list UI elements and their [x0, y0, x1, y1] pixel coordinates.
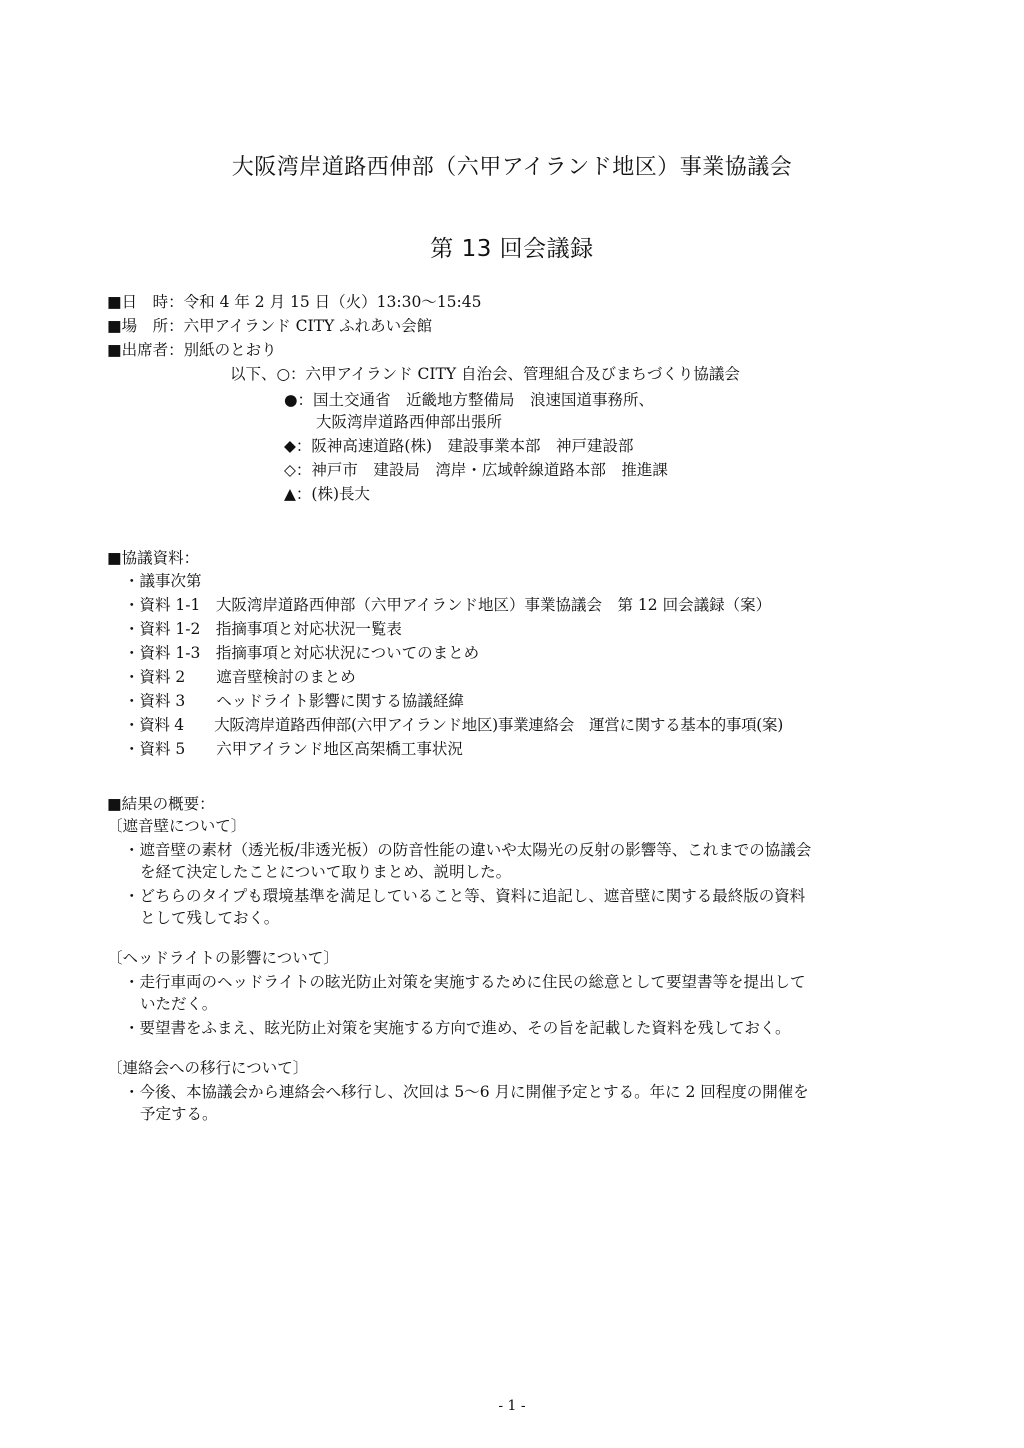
material-item: ・議事次第	[124, 572, 202, 590]
result-line: 予定する。	[140, 1105, 218, 1123]
material-item: ・資料 4 大阪湾岸道路西伸部(六甲アイランド地区)事業連絡会 運営に関する基本的事項(案)	[124, 716, 783, 734]
result-line: ・遮音壁の素材（透光板/非透光板）の防音性能の違いや太陽光の反射の影響等、これまでの協議会	[124, 841, 812, 859]
material-item: ・資料 2 遮音壁検討のまとめ	[124, 668, 356, 686]
legend-white-diamond: ◇：神戸市 建設局 湾岸・広域幹線道路本部 推進課	[284, 461, 668, 479]
legend-black-circle-cont: 大阪湾岸道路西伸部出張所	[316, 413, 503, 431]
results-heading: ■結果の概要：	[107, 795, 215, 813]
result-line: を経て決定したことについて取りまとめ、説明した。	[140, 863, 512, 881]
material-item: ・資料 1-2 指摘事項と対応状況一覧表	[124, 620, 402, 638]
legend-black-circle: ●：国土交通省 近畿地方整備局 浪速国道事務所、	[284, 391, 655, 409]
material-item: ・資料 5 六甲アイランド地区高架橋工事状況	[124, 740, 463, 758]
meeting-attendees: ■出席者：別紙のとおり	[107, 341, 277, 359]
meeting-place: ■場 所：六甲アイランド CITY ふれあい会館	[107, 317, 433, 335]
meeting-date: ■日 時：令和 4 年 2 月 15 日（火）13:30～15:45	[107, 293, 482, 311]
result-line: ・走行車両のヘッドライトの眩光防止対策を実施するために住民の総意として要望書等を提出して	[124, 973, 806, 991]
material-item: ・資料 1-3 指摘事項と対応状況についてのまとめ	[124, 644, 480, 662]
result-line: ・どちらのタイプも環境基準を満足していること等、資料に追記し、遮音壁に関する最終版の資料	[124, 887, 806, 905]
material-item: ・資料 1-1 大阪湾岸道路西伸部（六甲アイランド地区）事業協議会 第 12 回会議録（案）	[124, 596, 772, 614]
document-title: 大阪湾岸道路西伸部（六甲アイランド地区）事業協議会	[231, 155, 793, 180]
result-line: いただく。	[140, 995, 218, 1013]
result-line: ・要望書をふまえ、眩光防止対策を実施する方向で進め、その旨を記載した資料を残しておく。	[124, 1019, 791, 1037]
section-heading: 〔連絡会への移行について〕	[107, 1059, 309, 1077]
legend-intro: 以下、○：六甲アイランド CITY 自治会、管理組合及びまちづくり協議会	[230, 365, 740, 383]
result-line: として残しておく。	[140, 909, 280, 927]
page-number: - 1 -	[498, 1398, 526, 1414]
material-item: ・資料 3 ヘッドライト影響に関する協議経緯	[124, 692, 464, 710]
section-heading: 〔遮音壁について〕	[107, 817, 247, 835]
meeting-number-title: 第 13 回会議録	[430, 236, 594, 262]
section-heading: 〔ヘッドライトの影響について〕	[107, 949, 339, 967]
materials-heading: ■協議資料：	[107, 549, 200, 567]
result-line: ・今後、本協議会から連絡会へ移行し、次回は 5～6 月に開催予定とする。年に 2 回程度の開催を	[124, 1083, 809, 1101]
legend-diamond: ◆：阪神高速道路(株) 建設事業本部 神戸建設部	[284, 437, 634, 455]
legend-triangle: ▲：(株)長大	[284, 485, 371, 503]
